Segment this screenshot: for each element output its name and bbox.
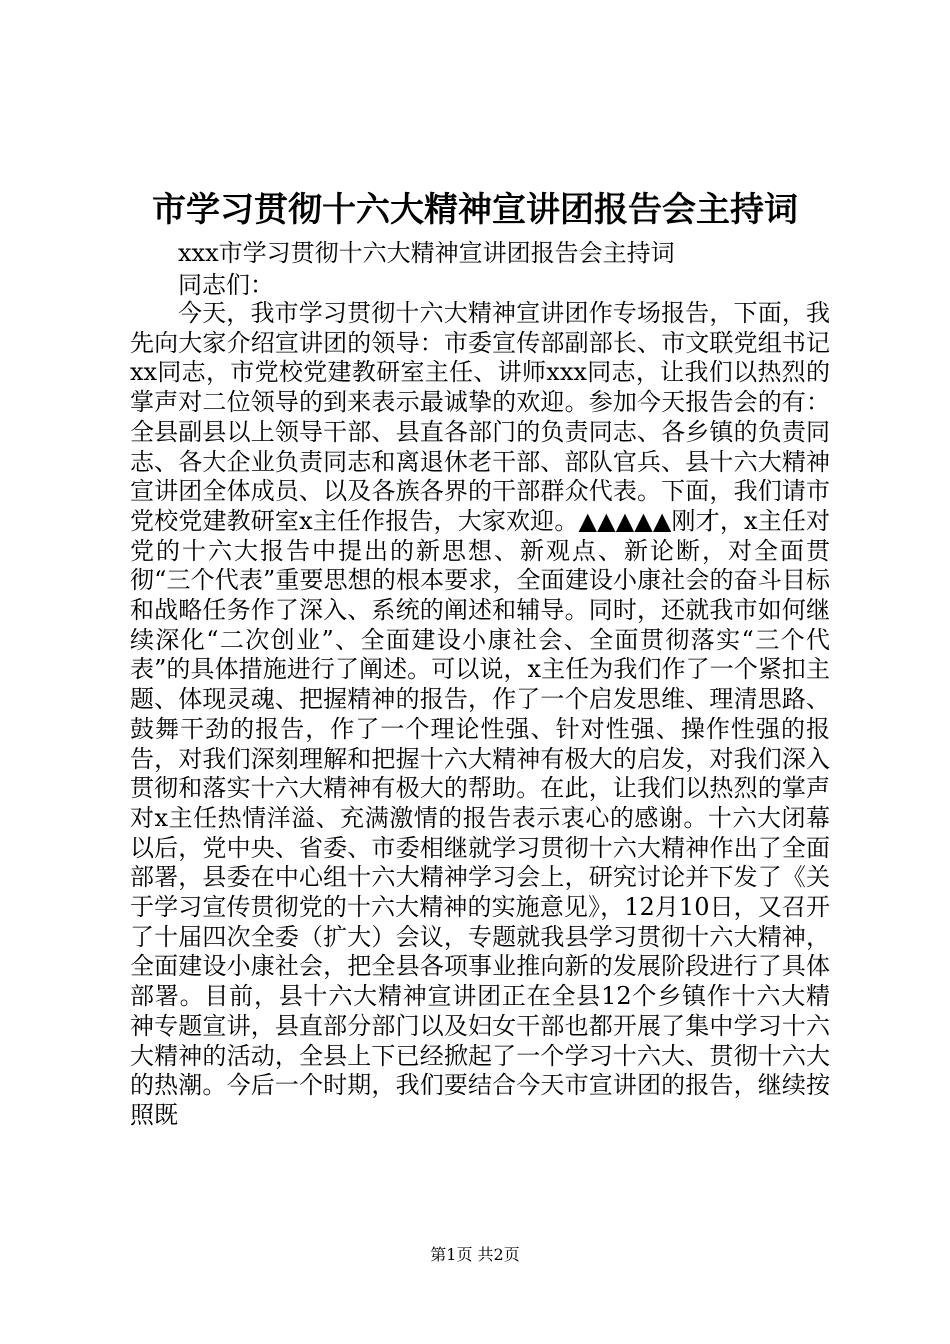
salutation: 同志们： <box>178 271 274 299</box>
page-footer: 第1页 共2页 <box>430 1245 520 1264</box>
document-title: 市学习贯彻十六大精神宣讲团报告会主持词 <box>152 190 798 230</box>
body-paragraph: 今天，我市学习贯彻十六大精神宣讲团作专场报告，下面，我先向大家介绍宣讲团的领导：市委宣传部副部长、市文联党组书记xx同志，市党校党建教研室主任、讲师xxx同志，让我们以热烈的掌声对二位领导的到来表示最诚挚的欢迎。参加今天报告会的有：全县副县以上领导干部、县直各部门的负责同志、各乡镇的负责同志、各大企业负责同志和离退休老干部、部队官兵、县十六大精神宣讲团全体成员、以及各族各界的干部群众代表。下面，我们请市党校党建教研室x主任作报告，大家欢迎。▲▲▲▲▲刚才，x主任对党的十六大报告中提出的新思想、新观点、新论断，对全面贯彻“三个代表”重要思想的根本要求，全面建设小康社会的奋斗目标和战略任务作了深入、系统的阐述和辅导。同时，还就我市如何继续深化“二次创业”、全面建设小康社会、全面贯彻落实“三个代表”的具体措施进行了阐述。可以说，x主任为我们作了一个紧扣主题、体现灵魂、把握精神的报告，作了一个启发思维、理清思路、鼓舞干劲的报告，作了一个理论性强、针对性强、操作性强的报告，对我们深刻理解和把握十六大精神有极大的启发，对我们深入贯彻和落实十六大精神有极大的帮助。在此，让我们以热烈的掌声对x主任热情洋溢、充满激情的报告表示衷心的感谢。十六大闭幕以后，党中央、省委、市委相继就学习贯彻十六大精神作出了全面部署，县委在中心组十六大精神学习会上，研究讨论并下发了《关于学习宣传贯彻党的十六大精神的实施意见》，12月10日，又召开了十届四次全委（扩大）会议，专题就我县学习贯彻十六大精神，全面建设小康社会，把全县各项事业推向新的发展阶段进行了具体部署。目前，县十六大精神宣讲团正在全县12个乡镇作十六大精神专题宣讲，县直部分部门以及妇女干部也都开展了集中学习十六大精神的活动，全县上下已经掀起了一个学习十六大、贯彻十六大的热潮。今后一个时期，我们要结合今天市宣讲团的报告，继续按照既 <box>130 299 830 1129</box>
document-subtitle: xxx市学习贯彻十六大精神宣讲团报告会主持词 <box>178 239 675 267</box>
